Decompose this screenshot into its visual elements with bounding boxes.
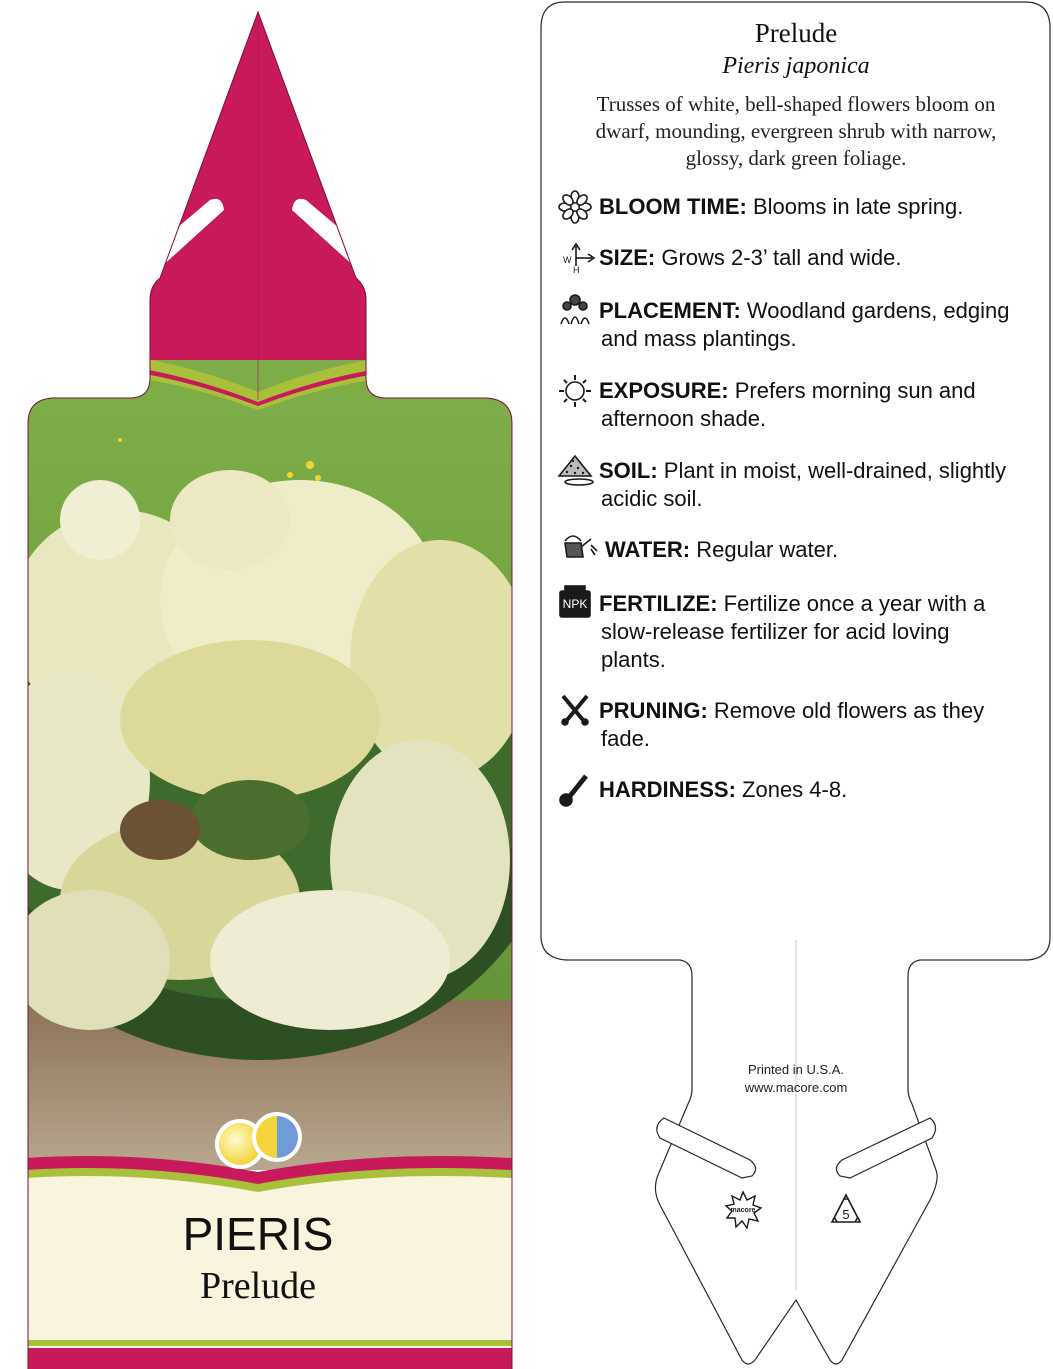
size-icon-h: H	[573, 265, 580, 275]
tag-top-band	[0, 0, 540, 420]
back-title: Prelude	[754, 18, 838, 48]
info-label: FERTILIZE:	[599, 591, 718, 616]
info-label: HARDINESS:	[599, 777, 736, 802]
svg-text:FERTILIZE: Fertilize once a ye	[599, 591, 986, 616]
svg-text:PRUNING: Remove old flowers as	[599, 698, 984, 723]
description-line: Trusses of white, bell-shaped flowers bloom on	[596, 92, 996, 116]
cultivar-name: Prelude	[199, 1265, 317, 1307]
fertilizer-icon-label: NPK	[562, 597, 588, 611]
info-text: acidic soil.	[601, 486, 703, 511]
part-sun-icon	[252, 1112, 302, 1162]
info-text: Fertilize once a year with a	[723, 591, 986, 616]
plant-photo	[0, 360, 560, 1170]
info-label: BLOOM TIME:	[599, 194, 747, 219]
info-size	[599, 245, 901, 270]
recycle-number: 5	[842, 1207, 850, 1222]
description-line: glossy, dark green foliage.	[685, 146, 907, 170]
svg-text:SOIL: Plant in moist, well-dra	[599, 458, 1006, 483]
info-bloom-time	[599, 194, 963, 219]
svg-text:WATER: Regular water.	[605, 537, 838, 562]
genus-name: PIERIS	[182, 1208, 334, 1260]
svg-text:EXPOSURE: Prefers morning sun	[599, 378, 976, 403]
size-icon-w: W	[563, 255, 572, 265]
info-text: Regular water.	[696, 537, 839, 562]
info-text: plants.	[601, 647, 666, 672]
printed-in: Printed in U.S.A.	[747, 1062, 845, 1077]
info-label: PLACEMENT:	[599, 298, 741, 323]
info-text: Zones 4-8.	[742, 777, 848, 802]
svg-text:BLOOM TIME: Blooms in late spr	[599, 194, 963, 219]
flower-icon	[559, 191, 591, 223]
info-label: SOIL:	[599, 458, 658, 483]
logo-text: macore	[730, 1207, 756, 1214]
website: www.macore.com	[744, 1080, 848, 1095]
flower-clusters	[0, 470, 530, 1030]
svg-text:HARDINESS: Zones 4-8.	[599, 777, 847, 802]
info-text: Woodland gardens, edging	[746, 298, 1010, 323]
svg-text:SIZE: Grows 2-3’ tall and wide	[599, 245, 901, 270]
info-label: SIZE:	[599, 245, 656, 270]
info-text: Plant in moist, well-drained, slightly	[663, 458, 1007, 483]
info-text: slow-release fertilizer for acid loving	[601, 619, 950, 644]
description-line: dwarf, mounding, evergreen shrub with narrow,	[595, 119, 997, 143]
info-label: WATER:	[605, 537, 691, 562]
info-text: Prefers morning sun and	[734, 378, 976, 403]
info-text: Blooms in late spring.	[753, 194, 964, 219]
info-text: fade.	[601, 726, 650, 751]
info-text: and mass plantings.	[601, 326, 797, 351]
back-tag	[541, 2, 1050, 1364]
info-text: Grows 2-3’ tall and wide.	[661, 245, 902, 270]
botanical-name: Pieris japonica	[722, 53, 870, 79]
info-water	[605, 537, 838, 562]
info-hardiness	[599, 777, 847, 802]
info-text: afternoon shade.	[601, 406, 767, 431]
info-label: PRUNING:	[599, 698, 708, 723]
svg-text:PLACEMENT: Woodland gardens, e	[599, 298, 1009, 323]
info-text: Remove old flowers as they	[713, 698, 985, 723]
info-label: EXPOSURE:	[599, 378, 729, 403]
